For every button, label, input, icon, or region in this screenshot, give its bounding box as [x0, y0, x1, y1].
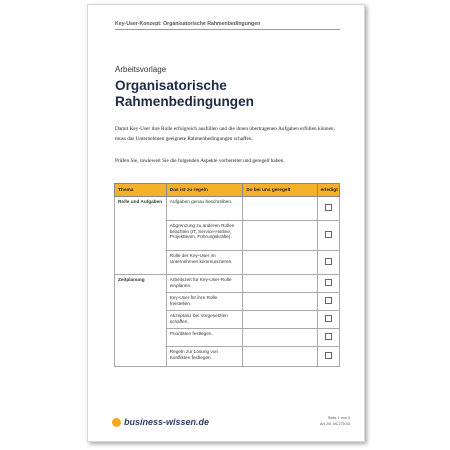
brand-name: business-wissen.de [124, 417, 210, 427]
notes-cell[interactable] [243, 221, 317, 251]
brand-logo [112, 417, 209, 427]
table-header-row [115, 184, 340, 197]
done-cell [317, 311, 340, 329]
task-cell: Key-User für ihre Rolle freistellen. [166, 293, 243, 311]
done-cell [317, 275, 340, 293]
done-cell [317, 293, 340, 311]
notes-cell[interactable] [243, 329, 317, 347]
done-checkbox[interactable] [325, 333, 332, 340]
table-row [115, 293, 340, 311]
done-checkbox[interactable] [325, 231, 332, 238]
running-header: Key-User-Konzept: Organisatorische Rahmenbedingungen [115, 21, 340, 30]
notes-cell[interactable] [243, 197, 317, 221]
table-row [115, 311, 340, 329]
theme-cell [115, 329, 167, 347]
notes-cell[interactable] [243, 275, 317, 293]
page-info [320, 415, 350, 427]
checklist-table [114, 183, 340, 367]
task-cell: Regeln zur Lösung von Konflikten festlegen. [166, 347, 243, 367]
document-subtitle: Arbeitsvorlage [115, 65, 167, 74]
column-header-geregelt: So bei uns geregelt [243, 184, 317, 197]
done-cell [317, 251, 340, 275]
table-row [115, 329, 340, 347]
notes-cell[interactable] [243, 347, 317, 367]
done-checkbox[interactable] [325, 279, 332, 286]
column-header-erledigt: erledigt [317, 184, 340, 197]
theme-cell [115, 221, 167, 251]
prompt-paragraph: Prüfen Sie, inwieweit Sie die folgenden Aspekte vorbereitet und geregelt haben. [115, 158, 285, 164]
document-page [87, 4, 365, 442]
theme-cell [115, 251, 167, 275]
theme-cell: Zeitplanung [115, 275, 167, 293]
done-cell [317, 329, 340, 347]
theme-cell [115, 293, 167, 311]
theme-cell: Rolle und Aufgaben [115, 197, 167, 221]
task-cell: Akzeptanz bei Vorgesetzten schaffen. [166, 311, 243, 329]
task-cell: Rolle der Key-User im Unternehmen kommunizieren. [166, 251, 243, 275]
page-number: Seite 1 von 3 [327, 416, 350, 420]
task-cell: Prioritäten festlegen. [166, 329, 243, 347]
notes-cell[interactable] [243, 311, 317, 329]
done-checkbox[interactable] [325, 315, 332, 322]
task-cell: Arbeitszeit für Key-User-Rolle einplanen. [166, 275, 243, 293]
notes-cell[interactable] [243, 293, 317, 311]
task-cell: Aufgaben genau beschreiben. [166, 197, 243, 221]
table-row [115, 347, 340, 367]
theme-cell [115, 347, 167, 367]
done-checkbox[interactable] [325, 352, 332, 359]
task-cell: Abgrenzung zu anderen Rollen beachten (IT, Service-Hotline, Projektteam, Führungskräfte). [166, 221, 243, 251]
theme-cell [115, 311, 167, 329]
brand-dot-icon [112, 418, 121, 427]
done-cell [317, 221, 340, 251]
done-checkbox[interactable] [325, 258, 332, 265]
intro-paragraph: Damit Key-User ihre Rolle erfolgreich ausfüllen und die ihnen übertragenen Aufgaben erfüllen können, muss das Unternehmen geeignete Rahmenbedingungen schaffen. [115, 126, 335, 142]
done-checkbox[interactable] [325, 297, 332, 304]
done-cell [317, 197, 340, 221]
table-row [115, 275, 340, 293]
table-row [115, 197, 340, 221]
done-checkbox[interactable] [325, 204, 332, 211]
table-row [115, 251, 340, 275]
table-row [115, 221, 340, 251]
notes-cell[interactable] [243, 251, 317, 275]
column-header-thema: Thema [115, 184, 167, 197]
document-title: Organisatorische Rahmenbedingungen [115, 78, 254, 109]
done-cell [317, 347, 340, 367]
article-number: Art.-Nr. 06.275.03 [320, 422, 350, 426]
column-header-regeln: Das ist zu regeln [166, 184, 243, 197]
